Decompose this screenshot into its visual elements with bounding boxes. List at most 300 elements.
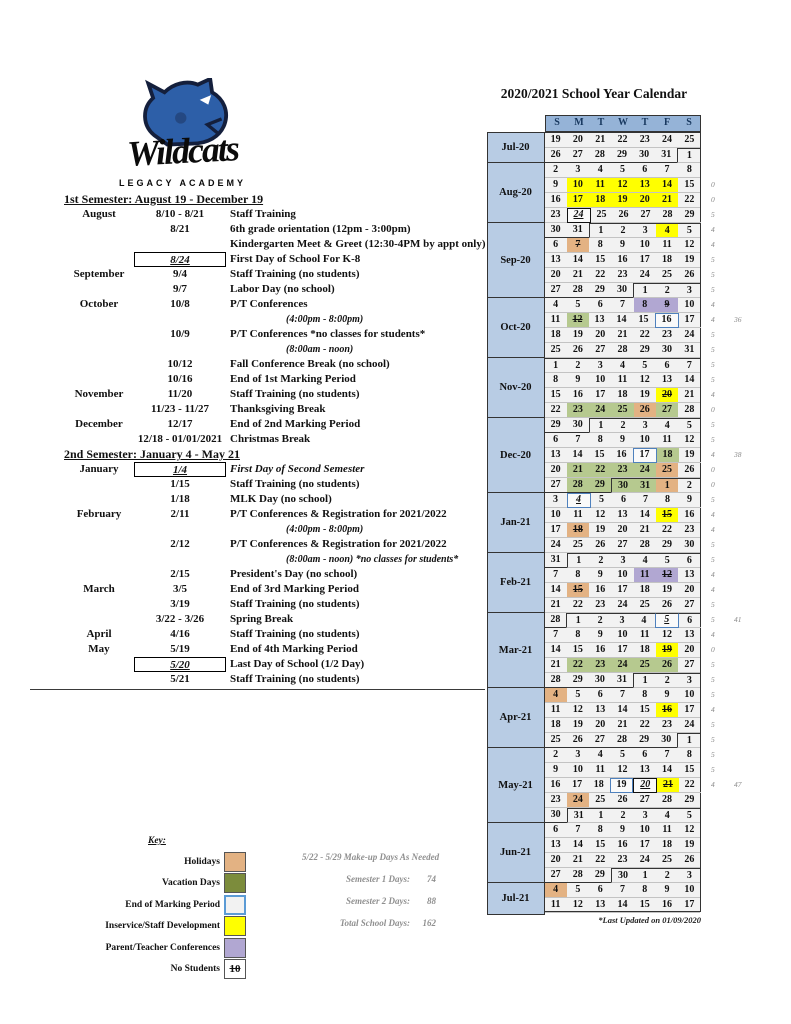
weekday-header: W	[618, 117, 628, 128]
calendar-day-cell: 20	[545, 463, 567, 478]
calendar-week-row	[545, 823, 701, 838]
calendar-day-cell: 8	[634, 883, 656, 898]
calendar-day-cell: 4	[567, 493, 591, 508]
calendar-day-cell: 3	[567, 748, 589, 763]
yellow-swatch	[224, 916, 246, 936]
schedule-date: 2/12	[170, 538, 190, 550]
week-school-day-count: 0	[711, 465, 715, 474]
day-count-label: Semester 2 Days:	[346, 896, 410, 906]
schedule-event-label: End of 4th Marking Period	[230, 643, 358, 655]
calendar-day-cell: 23	[545, 208, 567, 223]
calendar-day-cell: 24	[611, 598, 633, 613]
calendar-day-cell: 5	[567, 883, 589, 898]
calendar-day-cell: 4	[633, 613, 655, 628]
calendar-week-row	[545, 883, 701, 898]
calendar-day-cell: 24	[678, 718, 700, 733]
calendar-day-cell: 12	[611, 178, 633, 193]
calendar-day-cell: 25	[591, 208, 613, 223]
week-school-day-count: 5	[711, 495, 715, 504]
calendar-day-cell: 26	[678, 268, 700, 283]
calendar-day-cell: 6	[545, 238, 567, 253]
calendar-day-cell: 28	[656, 793, 678, 808]
calendar-day-cell: 26	[656, 598, 678, 613]
semester1-rows	[64, 207, 494, 447]
calendar-day-cell: 6	[589, 298, 611, 313]
schedule-row	[64, 612, 494, 627]
schedule-row	[64, 492, 494, 507]
calendar-day-cell: 8	[545, 373, 567, 388]
schedule-date: 11/20	[167, 388, 193, 400]
schedule-row	[64, 462, 494, 477]
schedule-event-label: Staff Training (no students)	[230, 478, 360, 490]
calendar-day-cell: 23	[611, 463, 633, 478]
calendar-day-cell: 15	[634, 703, 656, 718]
calendar-week-row	[545, 643, 701, 658]
calendar-day-cell: 28	[545, 613, 567, 628]
schedule-date: 3/22 - 3/26	[155, 613, 205, 625]
day-count-line	[300, 896, 436, 906]
calendar-week-row	[545, 748, 701, 763]
calendar-day-cell: 13	[589, 703, 611, 718]
schedule-month-label	[64, 552, 134, 567]
calendar-day-cell: 21	[611, 328, 633, 343]
calendar-day-cell: 20	[545, 853, 567, 868]
calendar-day-cell: 27	[589, 733, 611, 748]
schedule-date: 8/24	[134, 252, 226, 267]
calendar-day-cell: 10	[589, 373, 611, 388]
calendar-day-cell: 16	[545, 778, 567, 793]
week-school-day-count: 4	[711, 450, 715, 459]
calendar-day-cell: 2	[612, 223, 634, 238]
calendar-day-cell: 27	[611, 538, 633, 553]
calendar-day-cell: 10	[567, 178, 589, 193]
calendar-day-cell: 24	[656, 133, 678, 148]
calendar-day-cell: 28	[567, 478, 589, 493]
calendar-week-row	[545, 343, 701, 358]
month-label: Sep-20	[487, 222, 545, 299]
calendar-week-row	[545, 193, 701, 208]
month-label: Aug-20	[487, 162, 545, 224]
calendar-day-cell: 26	[589, 538, 611, 553]
schedule-month-label	[64, 312, 134, 327]
calendar-week-row	[545, 313, 701, 328]
calendar-day-cell: 17	[678, 898, 700, 913]
schedule-event-label: Staff Training (no students)	[230, 268, 360, 280]
cumulative-day-count: 41	[734, 615, 742, 624]
calendar-day-cell: 27	[678, 658, 700, 673]
calendar-day-cell: 9	[656, 883, 678, 898]
week-school-day-count: 5	[711, 270, 715, 279]
calendar-week-row	[545, 403, 701, 418]
calendar-day-cell: 5	[634, 358, 656, 373]
week-school-day-count: 5	[711, 420, 715, 429]
calendar-day-cell: 21	[678, 388, 700, 403]
calendar-day-cell: 3	[634, 418, 656, 433]
week-school-day-count: 5	[711, 720, 715, 729]
calendar-day-cell: 21	[634, 523, 656, 538]
schedule-event-label: President's Day (no school)	[230, 568, 358, 580]
calendar-day-cell: 1	[633, 283, 656, 298]
calendar-day-cell: 26	[678, 463, 700, 478]
key-item-label: Parent/Teacher Conferences	[105, 942, 220, 953]
calendar-day-cell: 20	[634, 193, 656, 208]
month-label: Jun-21	[487, 822, 545, 884]
calendar-week-row	[545, 808, 701, 823]
calendar-day-cell: 15	[633, 313, 655, 328]
week-school-day-count: 5	[711, 540, 715, 549]
calendar-week-row	[545, 673, 701, 688]
cumulative-day-count: 36	[734, 315, 742, 324]
schedule-row	[64, 252, 494, 267]
calendar-week-row	[545, 448, 701, 463]
calendar-day-cell: 31	[634, 478, 656, 493]
schedule-row	[64, 657, 494, 672]
calendar-day-cell: 29	[656, 538, 678, 553]
key-item-label: End of Marking Period	[125, 899, 220, 910]
calendar-day-cell: 3	[611, 613, 633, 628]
schedule-date: 8/21	[170, 223, 190, 235]
calendar-day-cell: 14	[545, 643, 567, 658]
semester1-title: 1st Semester: August 19 - December 19	[64, 192, 264, 206]
calendar-week-row	[545, 718, 701, 733]
calendar-day-cell: 7	[611, 688, 633, 703]
week-school-day-count: 0	[711, 180, 715, 189]
calendar-day-cell: 23	[656, 718, 678, 733]
schedule-row	[64, 327, 494, 342]
calendar-week-row	[545, 493, 701, 508]
weekday-header-row	[545, 115, 701, 132]
calendar-day-cell: 28	[567, 283, 589, 298]
color-key	[0, 851, 246, 980]
calendar-day-cell: 16	[589, 583, 611, 598]
calendar-day-cell: 3	[567, 163, 589, 178]
calendar-day-cell: 16	[589, 643, 611, 658]
schedule-date: 5/20	[134, 657, 226, 672]
calendar-week-row	[545, 583, 701, 598]
calendar-day-cell: 21	[567, 853, 589, 868]
calendar-day-cell: 3	[634, 808, 656, 823]
calendar-day-cell: 13	[678, 628, 700, 643]
schedule-month-label: May	[88, 643, 110, 655]
green_dark-swatch	[224, 873, 246, 893]
calendar-day-cell: 7	[545, 628, 567, 643]
calendar-week-row	[545, 568, 701, 583]
calendar-day-cell: 10	[634, 433, 656, 448]
schedule-date: 9/7	[172, 283, 188, 295]
schedule-month-label	[64, 567, 134, 582]
calendar-day-cell: 20	[678, 583, 700, 598]
calendar-day-cell: 11	[656, 238, 678, 253]
calendar-day-cell: 1	[589, 223, 612, 238]
calendar-day-cell: 18	[634, 643, 656, 658]
calendar-day-cell: 25	[656, 853, 678, 868]
calendar-day-cell: 12	[634, 373, 656, 388]
schedule-month-label: February	[76, 508, 122, 520]
calendar-day-cell: 4	[634, 553, 656, 568]
calendar-day-cell: 21	[611, 718, 633, 733]
week-school-day-count: 5	[711, 345, 715, 354]
calendar-week-row	[545, 658, 701, 673]
calendar-day-cell: 14	[567, 838, 589, 853]
calendar-day-cell: 15	[567, 583, 589, 598]
calendar-day-cell: 31	[545, 553, 567, 568]
week-school-day-count: 5	[711, 690, 715, 699]
calendar-day-cell: 20	[656, 388, 678, 403]
calendar-day-cell: 7	[678, 358, 700, 373]
calendar-day-cell: 30	[655, 733, 677, 748]
calendar-day-cell: 16	[655, 313, 679, 328]
schedule-event-label: Christmas Break	[230, 433, 311, 445]
calendar-day-cell: 30	[656, 343, 678, 358]
calendar-day-cell: 15	[589, 838, 611, 853]
calendar-day-cell: 11	[656, 433, 678, 448]
calendar-day-cell: 25	[545, 733, 567, 748]
calendar-day-cell: 20	[589, 328, 611, 343]
schedule-row	[64, 522, 494, 537]
calendar-day-cell: 22	[656, 523, 678, 538]
calendar-day-cell: 25	[634, 658, 656, 673]
month-label: Mar-21	[487, 612, 545, 689]
calendar-day-cell: 8	[657, 493, 679, 508]
calendar-day-cell: 13	[678, 568, 700, 583]
calendar-day-cell: 6	[613, 493, 635, 508]
calendar-week-row	[545, 478, 701, 493]
calendar-day-cell: 9	[611, 238, 633, 253]
calendar-day-cell: 7	[567, 823, 589, 838]
schedule-month-label	[64, 357, 134, 372]
calendar-day-cell: 20	[678, 643, 700, 658]
calendar-day-cell: 30	[589, 673, 611, 688]
calendar-day-cell: 14	[611, 703, 633, 718]
calendar-title: 2020/2021 School Year Calendar	[500, 86, 688, 101]
calendar-week-row	[545, 868, 701, 883]
calendar-week-row	[545, 613, 701, 628]
calendar-day-cell: 24	[678, 328, 700, 343]
schedule-event-label: Last Day of School (1/2 Day)	[230, 658, 365, 670]
schedule-month-label	[64, 342, 134, 357]
calendar-day-cell: 22	[634, 718, 656, 733]
schedule-row	[64, 567, 494, 582]
schedule-month-label	[64, 327, 134, 342]
calendar-day-cell: 31	[655, 148, 677, 163]
month-label: Oct-20	[487, 297, 545, 359]
calendar-day-cell: 30	[678, 538, 700, 553]
calendar-day-cell: 15	[545, 388, 567, 403]
calendar-day-cell: 24	[567, 208, 591, 223]
schedule-row	[64, 312, 494, 327]
calendar-day-cell: 14	[656, 763, 678, 778]
calendar-day-cell: 18	[657, 448, 679, 463]
calendar-day-cell: 22	[589, 268, 611, 283]
calendar-day-cell: 4	[656, 418, 678, 433]
calendar-day-cell: 11	[589, 178, 611, 193]
calendar-day-cell: 24	[634, 853, 656, 868]
calendar-day-cell: 28	[657, 208, 679, 223]
calendar-day-cell: 10	[545, 508, 567, 523]
calendar-day-cell: 5	[656, 553, 678, 568]
schedule-month-label	[64, 522, 134, 537]
calendar-day-cell: 27	[589, 343, 611, 358]
weekday-header: T	[641, 117, 649, 128]
weekday-header: S	[686, 117, 692, 128]
calendar-day-cell: 21	[657, 778, 679, 793]
calendar-day-cell: 6	[589, 688, 611, 703]
week-school-day-count: 4	[711, 315, 715, 324]
ten-swatch: 10	[224, 959, 246, 979]
calendar-week-row	[545, 793, 701, 808]
calendar-day-cell: 11	[567, 508, 589, 523]
calendar-day-cell: 18	[545, 328, 567, 343]
week-school-day-count: 5	[711, 210, 715, 219]
calendar-day-cell: 11	[634, 568, 656, 583]
calendar-day-cell: 18	[611, 388, 633, 403]
schedule-event-label: Staff Training (no students)	[230, 628, 360, 640]
calendar-day-cell: 19	[610, 778, 634, 793]
key-item	[0, 937, 246, 959]
calendar-day-cell: 16	[611, 838, 633, 853]
weekday-header: M	[574, 117, 584, 128]
calendar-day-cell: 3	[678, 283, 700, 298]
calendar-day-cell: 8	[589, 433, 611, 448]
schedule-event-label: Staff Training	[230, 208, 296, 220]
calendar-day-cell: 14	[545, 583, 567, 598]
calendar-day-cell: 5	[655, 613, 679, 628]
calendar-week-row	[545, 763, 701, 778]
calendar-day-cell: 29	[589, 478, 611, 493]
makeup-days-note: 5/22 - 5/29 Make-up Days As Needed	[302, 852, 440, 862]
calendar-week-row	[545, 628, 701, 643]
week-school-day-count: 0	[711, 405, 715, 414]
calendar-day-cell: 9	[611, 823, 633, 838]
calendar-week-row	[545, 838, 701, 853]
calendar-day-cell: 29	[567, 673, 589, 688]
calendar-week-row	[545, 778, 701, 793]
calendar-day-cell: 23	[567, 403, 589, 418]
week-school-day-count: 4	[711, 225, 715, 234]
calendar-day-cell: 6	[545, 433, 567, 448]
calendar-week-row	[545, 283, 701, 298]
month-label: Feb-21	[487, 552, 545, 614]
key-item-label: No Students	[170, 964, 220, 975]
schedule-divider-line	[30, 689, 485, 690]
calendar-day-cell: 11	[611, 373, 633, 388]
calendar-day-cell: 25	[589, 793, 611, 808]
week-school-day-count: 5	[711, 435, 715, 444]
calendar-day-cell: 19	[634, 388, 656, 403]
week-school-day-count: 5	[711, 285, 715, 294]
schedule-event-label: Staff Training (no students)	[230, 598, 360, 610]
calendar-day-cell: 14	[634, 508, 656, 523]
school-logo	[85, 78, 280, 198]
schedule-row	[64, 207, 494, 222]
calendar-day-cell: 2	[656, 673, 678, 688]
schedule-date: 1/18	[170, 493, 190, 505]
calendar-day-cell: 2	[656, 868, 678, 883]
schedule-month-label	[64, 477, 134, 492]
calendar-day-cell: 20	[545, 268, 567, 283]
calendar-week-row	[545, 688, 701, 703]
calendar-day-cell: 17	[567, 193, 589, 208]
calendar-day-cell: 22	[589, 853, 611, 868]
week-school-day-count: 4	[711, 300, 715, 309]
calendar-day-cell: 27	[545, 283, 567, 298]
week-school-day-count: 4	[711, 525, 715, 534]
schedule-month-label: December	[75, 418, 123, 430]
calendar-day-cell: 2	[545, 748, 567, 763]
calendar-day-cell: 7	[656, 748, 678, 763]
schedule-row	[64, 342, 494, 357]
schedule-month-label	[64, 537, 134, 552]
day-count-line	[300, 874, 436, 884]
calendar-day-cell: 25	[656, 268, 678, 283]
schedule-event-label: (8:00am - noon)	[286, 344, 354, 355]
calendar-day-cell: 5	[567, 298, 589, 313]
schedule-date: 11/23 - 11/27	[150, 403, 210, 415]
week-school-day-count: 5	[711, 330, 715, 339]
schedule-event-label: First Day of School For K-8	[230, 253, 361, 265]
day-count-value: 74	[427, 874, 436, 884]
schedule-row	[64, 552, 494, 567]
calendar-day-cell: 5	[678, 808, 700, 823]
key-item	[0, 894, 246, 916]
schedule-date: 4/16	[170, 628, 190, 640]
calendar-week-row	[545, 523, 701, 538]
schedule-month-label: April	[86, 628, 112, 640]
calendar-day-cell: 21	[589, 133, 611, 148]
calendar-day-cell: 9	[589, 568, 611, 583]
calendar-day-cell: 12	[678, 238, 700, 253]
calendar-day-cell: 16	[545, 193, 567, 208]
calendar-day-cell: 21	[545, 658, 567, 673]
calendar-day-cell: 2	[589, 613, 611, 628]
calendar-day-cell: 16	[611, 253, 633, 268]
calendar-day-cell: 28	[678, 403, 700, 418]
calendar-week-row	[545, 553, 701, 568]
calendar-day-cell: 11	[589, 763, 611, 778]
calendar-day-cell: 13	[589, 313, 611, 328]
week-school-day-count: 4	[711, 240, 715, 249]
calendar-day-cell: 17	[611, 583, 633, 598]
calendar-week-row	[545, 358, 701, 373]
schedule-month-label: January	[79, 463, 119, 475]
calendar-day-cell: 1	[567, 553, 590, 568]
calendar-day-cell: 25	[611, 403, 633, 418]
last-updated-note: *Last Updated on 01/09/2020	[598, 915, 701, 925]
calendar-day-cell: 22	[545, 403, 567, 418]
week-school-day-count: 0	[711, 195, 715, 204]
calendar-day-cell: 15	[678, 178, 700, 193]
schedule-month-label: October	[79, 298, 119, 310]
calendar-day-cell: 8	[567, 628, 589, 643]
schedule-month-label	[64, 372, 134, 387]
calendar-day-cell: 20	[633, 778, 657, 793]
calendar-day-cell: 8	[678, 163, 700, 178]
schedule-row	[64, 417, 494, 432]
weekday-header: T	[597, 117, 605, 128]
calendar-day-cell: 12	[567, 313, 589, 328]
calendar-day-cell: 16	[656, 703, 678, 718]
day-count-value: 88	[427, 896, 436, 906]
calendar-day-cell: 6	[679, 613, 701, 628]
calendar-day-cell: 26	[656, 658, 678, 673]
schedule-month-label	[64, 252, 134, 267]
calendar-day-cell: 17	[679, 313, 701, 328]
key-item	[0, 873, 246, 895]
calendar-day-cell: 2	[590, 553, 612, 568]
schedule-month-label	[64, 237, 134, 252]
calendar-day-cell: 11	[545, 898, 567, 913]
schedule-row	[64, 237, 494, 252]
